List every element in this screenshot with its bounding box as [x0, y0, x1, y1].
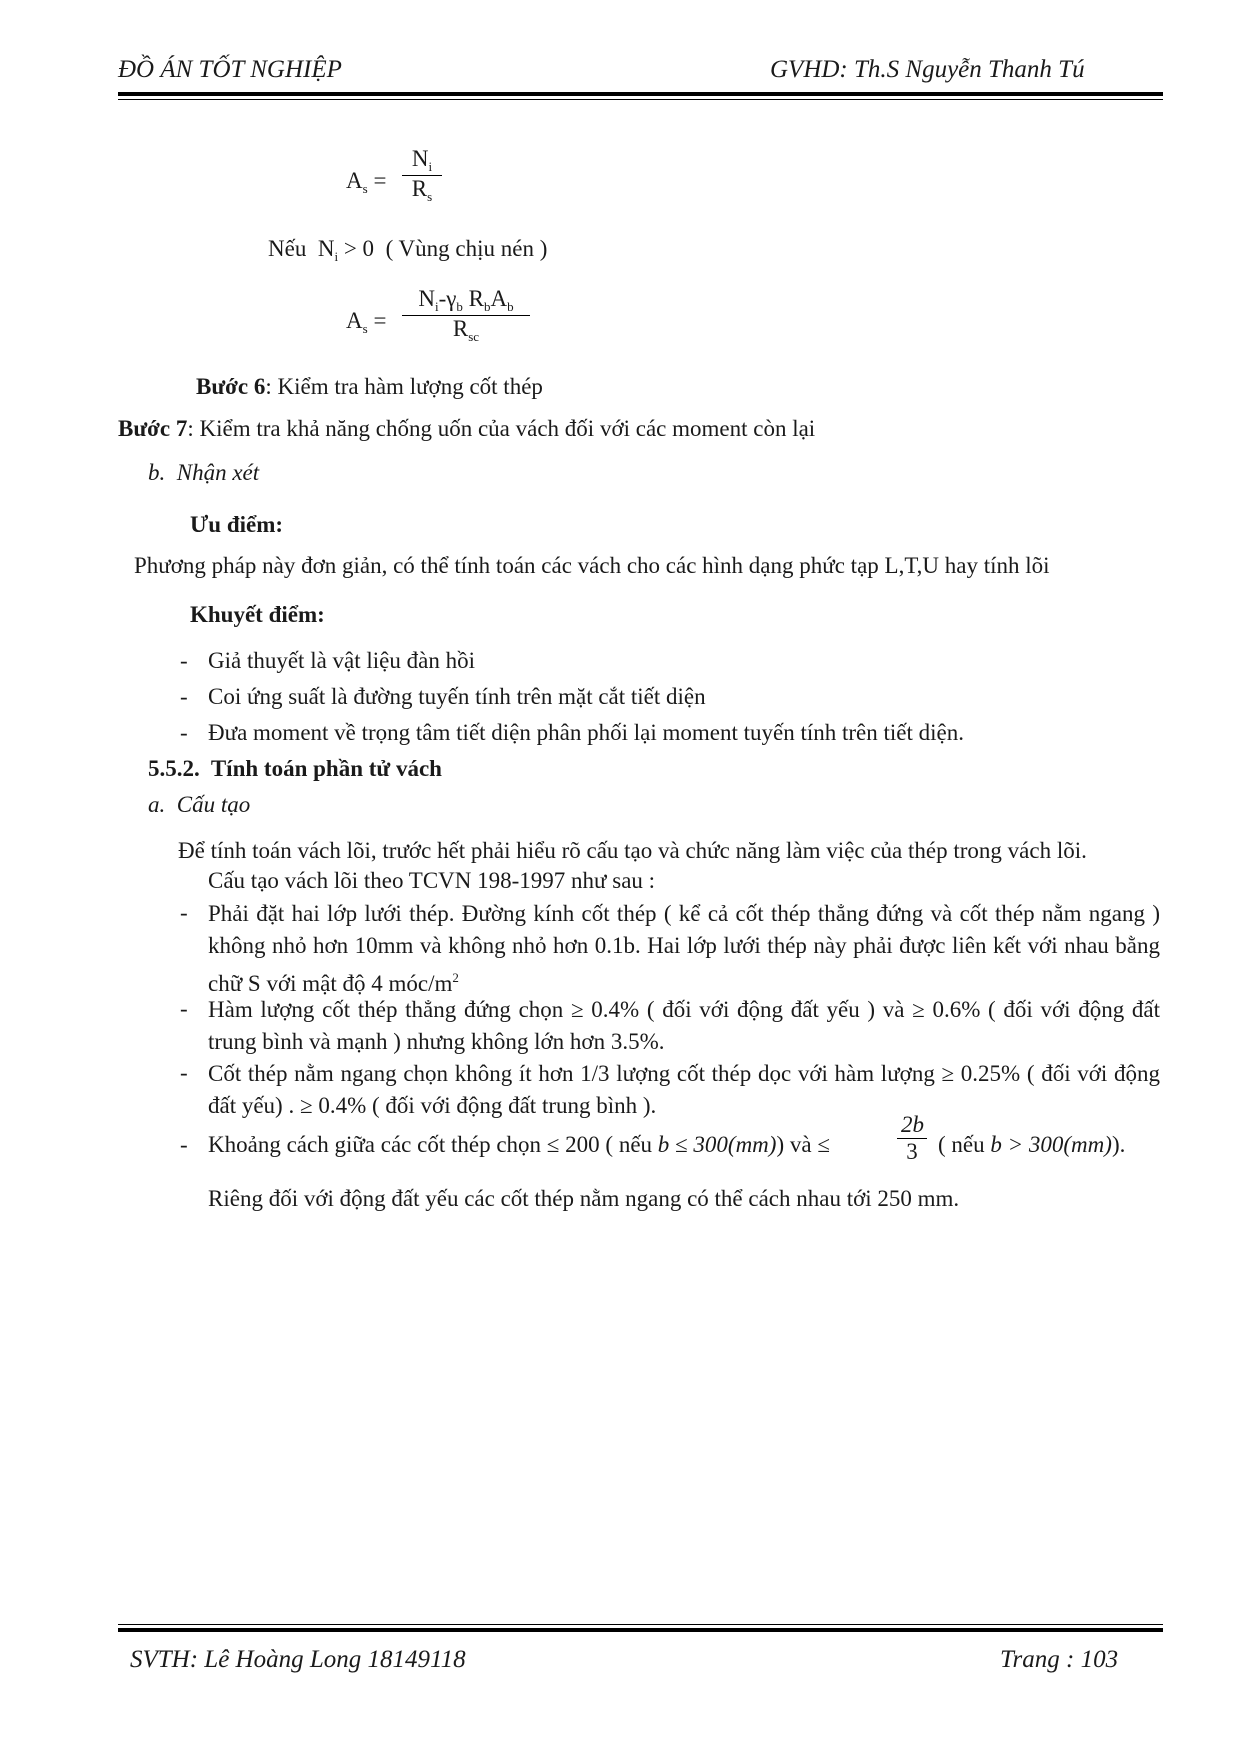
list-bullet: -: [180, 684, 188, 709]
rule-item: Phải đặt hai lớp lưới thép. Đường kính cốt thép ( kể cả cốt thép thẳng đứng và cốt thép nằm ngang ) không nhỏ hơn 10mm và không nhỏ hơn 0.1b. Hai lớp lưới thép này phải được liên kết với nhau bằng chữ S với mật độ 4 móc/$m^2$: [208, 901, 1160, 996]
condition-line: Nếu $N_i > 0$ ( Vùng chịu nén ): [268, 236, 548, 264]
disadvantage-item: Đưa moment về trọng tâm tiết diện phân phối lại moment tuyến tính trên tiết diện.: [208, 720, 964, 745]
footer-page-number: Trang : 103: [1000, 1646, 1119, 1673]
rule-item-continuation: Riêng đối với động đất yếu các cốt thép nằm ngang có thể cách nhau tới 250 mm.: [208, 1186, 960, 1211]
section-552-heading: 5.5.2. Tính toán phần tử vách: [148, 756, 442, 781]
section-b-heading: b. Nhận xét: [148, 460, 260, 485]
formula-as-ns: $A_s$ = $N_i$ $R_s$: [346, 146, 466, 216]
formula2-numerator: $N_i-\gamma_b$ $R_bA_b$: [418, 286, 514, 314]
list-bullet: -: [180, 648, 188, 673]
header-supervisor: GVHD: Th.S Nguyễn Thanh Tú: [770, 56, 1085, 83]
footer-rule: [118, 1628, 1163, 1632]
rule-item: Cốt thép nằm ngang chọn không ít hơn 1/3 lượng cốt thép dọc với hàm lượng ≥ 0.25% ( đối với động đất yếu) . ≥ 0.4% ( đối với động đất trung bình ).: [208, 1061, 1160, 1118]
fraction-2b-3: 2b 3: [897, 1112, 927, 1165]
formula-as-compression: $A_s$ = $N_i-\gamma_b$ $R_bA_b$ $R_{sc}$: [346, 286, 546, 356]
disadvantages-title: Khuyết điểm:: [190, 602, 325, 627]
advantages-title: Ưu điểm:: [190, 512, 284, 537]
rule-item: Hàm lượng cốt thép thẳng đứng chọn ≥ 0.4% ( đối với động đất yếu ) và ≥ 0.6% ( đối với động đất trung bình và mạnh ) nhưng không lớn hơn 3.5%.: [208, 997, 1160, 1054]
header-rule-thin: [118, 99, 1163, 100]
list-bullet: -: [180, 1132, 188, 1157]
step-6: Bước 6: Kiểm tra hàm lượng cốt thép: [196, 374, 543, 399]
header-title: ĐỒ ÁN TỐT NGHIỆP: [118, 56, 342, 83]
list-bullet: -: [180, 996, 188, 1021]
advantages-text: Phương pháp này đơn giản, có thể tính toán các vách cho các hình dạng phức tạp L,T,U hay tính lõi: [134, 553, 1050, 578]
footer-rule-thin: [118, 1624, 1163, 1625]
rule-item-spacing: Khoảng cách giữa các cốt thép chọn ≤ 200 ( nếu b ≤ 300(mm)) và ≤ 2b 3 ( nếu b > 300(mm)).: [208, 1112, 1126, 1164]
intro-line: Cấu tạo vách lõi theo TCVN 198-1997 như sau :: [208, 868, 656, 893]
section-a-heading: a. Cấu tạo: [148, 792, 251, 817]
step-7: Bước 7: Kiểm tra khả năng chống uốn của vách đối với các moment còn lại: [118, 416, 816, 441]
formula2-denominator: $R_{sc}$: [452, 316, 480, 344]
formula-numerator: $N_i$: [411, 146, 433, 174]
intro-line: Để tính toán vách lõi, trước hết phải hiểu rõ cấu tạo và chức năng làm việc của thép trong vách lõi.: [178, 838, 1087, 863]
disadvantage-item: Giả thuyết là vật liệu đàn hồi: [208, 648, 475, 673]
disadvantage-item: Coi ứng suất là đường tuyến tính trên mặt cắt tiết diện: [208, 684, 706, 709]
list-bullet: -: [180, 900, 188, 925]
formula-lhs: A: [346, 168, 363, 193]
list-bullet: -: [180, 1060, 188, 1085]
footer-student: SVTH: Lê Hoàng Long 18149118: [130, 1646, 466, 1673]
formula-denominator: $R_s$: [411, 176, 433, 204]
header-rule: [118, 92, 1163, 96]
list-bullet: -: [180, 720, 188, 745]
